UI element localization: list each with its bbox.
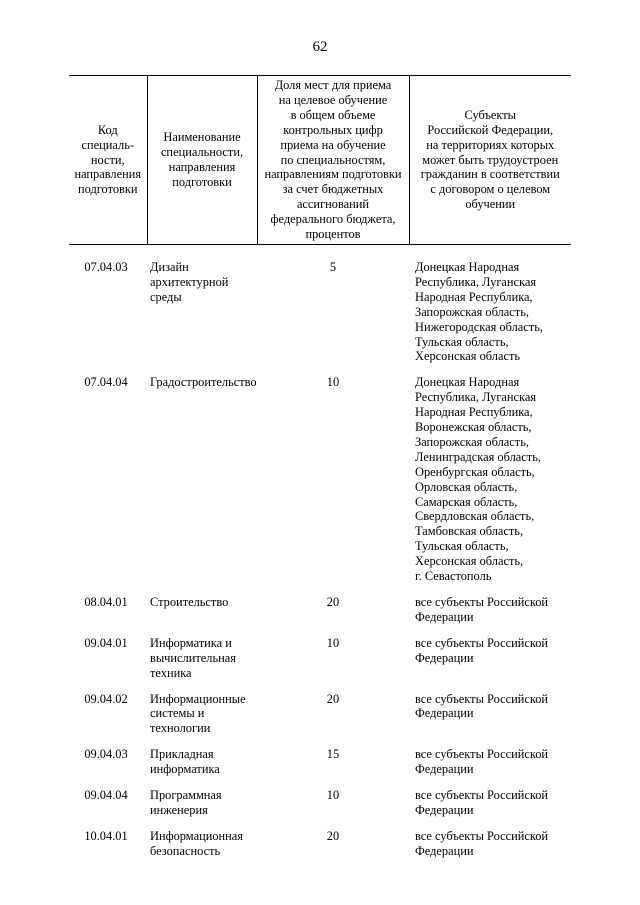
subject-line: Тамбовская область,: [415, 524, 524, 539]
table-row: [69, 244, 571, 375]
subject-line: Федерации: [415, 706, 474, 721]
cell-subjects: [409, 788, 571, 829]
table-row: [69, 692, 571, 748]
specialties-table: [69, 75, 571, 870]
cell-share: 20: [326, 828, 340, 843]
cell-subjects: [409, 692, 571, 748]
subject-line: Запорожская область,: [415, 304, 529, 319]
name-line: Информационная: [150, 828, 243, 843]
header-subjects: Субъекты Российской Федерации, на территориях которых может быть трудоустроен гражданин в соответствии с договором о целевом обучении: [409, 76, 571, 245]
subject-line: Свердловская область,: [415, 509, 535, 524]
subject-line: Республика, Луганская: [415, 274, 537, 289]
cell-subjects: [409, 375, 571, 595]
header-code: Код специаль- ности, направления подготовки: [69, 76, 147, 245]
subject-line: Херсонская область,: [415, 554, 524, 569]
cell-subjects: [409, 747, 571, 788]
subject-line: Оренбургская область,: [415, 464, 535, 479]
cell-name: [147, 244, 257, 375]
subject-line: Федерации: [415, 762, 474, 777]
cell-code: 09.04.04: [84, 788, 128, 803]
name-line: инженерия: [150, 802, 208, 817]
name-line: технологии: [150, 721, 211, 736]
name-line: Информационные: [150, 691, 246, 706]
cell-name: [147, 829, 257, 870]
subject-line: все субъекты Российской: [415, 691, 549, 706]
page-number: 62: [312, 39, 328, 55]
cell-share: 10: [326, 375, 340, 390]
table-body: [69, 244, 571, 869]
cell-share: 10: [326, 788, 340, 803]
subject-line: Народная Республика,: [415, 405, 533, 420]
cell-subjects: [409, 595, 571, 636]
subject-line: Федерации: [415, 802, 474, 817]
header-name: Наименование специальности, направления подготовки: [147, 76, 257, 245]
cell-name: [147, 747, 257, 788]
cell-code: 10.04.01: [84, 828, 128, 843]
subject-line: Народная Республика,: [415, 289, 533, 304]
cell-name: [147, 788, 257, 829]
cell-share: 5: [329, 259, 337, 274]
subject-line: все субъекты Российской: [415, 828, 549, 843]
subject-line: Тульская область,: [415, 334, 509, 349]
subject-line: Самарская область,: [415, 494, 518, 509]
cell-code: 07.04.04: [84, 375, 128, 390]
cell-name: [147, 692, 257, 748]
cell-code: 09.04.03: [84, 747, 128, 762]
cell-code: 09.04.01: [84, 635, 128, 650]
subject-line: Ленинградская область,: [415, 449, 541, 464]
cell-code: 08.04.01: [84, 595, 128, 609]
name-line: Информатика и: [150, 635, 232, 650]
name-line: Дизайн: [150, 259, 189, 274]
subject-line: Воронежская область,: [415, 420, 532, 435]
cell-subjects: [409, 244, 571, 375]
header-share: Доля мест для приема на целевое обучение в общем объеме контрольных цифр приема на обучение по специальностям, направлениям подготовки за счет бюджетных ассигнований федерального бюджета, процентов: [257, 76, 409, 245]
cell-code: 07.04.03: [84, 259, 128, 274]
subject-line: все субъекты Российской: [415, 595, 549, 609]
table-row: [69, 636, 571, 692]
subject-line: г. Севастополь: [415, 569, 492, 584]
subject-line: Донецкая Народная: [415, 259, 520, 274]
name-line: безопасность: [150, 843, 221, 858]
subject-line: Федерации: [415, 609, 474, 624]
cell-share: 20: [326, 691, 340, 706]
table-row: [69, 595, 571, 636]
cell-name: [147, 636, 257, 692]
name-line: системы и: [150, 706, 205, 721]
subject-line: Херсонская область: [415, 349, 521, 364]
cell-share: 10: [326, 635, 340, 650]
cell-share: 20: [326, 595, 340, 609]
subject-line: все субъекты Российской: [415, 788, 549, 803]
name-line: вычислительная: [150, 650, 236, 665]
name-line: Программная: [150, 788, 222, 803]
subject-line: Федерации: [415, 843, 474, 858]
subject-line: Орловская область,: [415, 479, 518, 494]
subject-line: Нижегородская область,: [415, 319, 543, 334]
subject-line: Запорожская область,: [415, 434, 529, 449]
table-row: [69, 747, 571, 788]
cell-code: 09.04.02: [84, 691, 128, 706]
subject-line: Республика, Луганская: [415, 390, 537, 405]
subject-line: все субъекты Российской: [415, 747, 549, 762]
name-line: среды: [150, 289, 182, 304]
cell-subjects: [409, 636, 571, 692]
cell-name: [147, 375, 257, 595]
table-row: [69, 375, 571, 595]
cell-subjects: [409, 829, 571, 870]
table-header: [69, 76, 571, 245]
table-row: [69, 788, 571, 829]
name-line: информатика: [150, 762, 220, 777]
name-line: Строительство: [150, 595, 229, 609]
cell-share: 15: [326, 747, 340, 762]
subject-line: Донецкая Народная: [415, 375, 520, 390]
name-line: Градостроительство: [150, 375, 257, 390]
subject-line: Тульская область,: [415, 539, 509, 554]
cell-name: [147, 595, 257, 636]
subject-line: все субъекты Российской: [415, 635, 549, 650]
name-line: архитектурной: [150, 274, 229, 289]
subject-line: Федерации: [415, 650, 474, 665]
name-line: Прикладная: [150, 747, 214, 762]
header-row: [69, 76, 571, 245]
name-line: техника: [150, 665, 192, 680]
table-row: [69, 829, 571, 870]
